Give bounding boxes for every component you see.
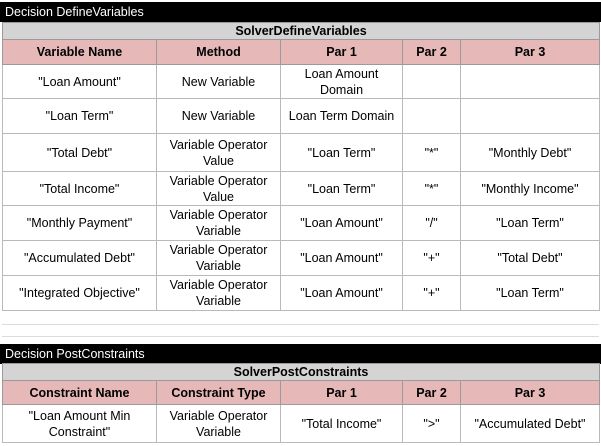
cell[interactable]: "*" (403, 172, 461, 206)
column-header: Constraint Name (3, 381, 157, 405)
cell[interactable]: "+" (403, 276, 461, 311)
cell[interactable]: "Loan Term" (461, 276, 600, 311)
column-header: Par 3 (461, 40, 600, 65)
column-header: Par 2 (403, 40, 461, 65)
table-row (3, 172, 600, 206)
cell[interactable]: "Loan Term" (3, 99, 157, 134)
cell[interactable]: "Loan Amount" (281, 206, 403, 241)
cell[interactable]: Variable Operator Variable (157, 405, 281, 443)
table-row (3, 99, 600, 134)
constraints-section-title: Decision PostConstraints (0, 344, 601, 364)
cell[interactable] (403, 65, 461, 99)
cell[interactable]: "Integrated Objective" (3, 276, 157, 311)
cell[interactable]: Variable Operator Variable (157, 206, 281, 241)
post-constraints-table (2, 363, 600, 443)
column-header: Method (157, 40, 281, 65)
cell[interactable]: "/" (403, 206, 461, 241)
cell[interactable]: "Total Debt" (461, 241, 600, 276)
table-title: SolverDefineVariables (3, 23, 600, 40)
table-row (3, 206, 600, 241)
cell[interactable]: Variable Operator Variable (157, 241, 281, 276)
cell[interactable]: "Loan Term" (461, 206, 600, 241)
table-row (3, 241, 600, 276)
cell[interactable]: "Loan Amount" (281, 241, 403, 276)
cell[interactable]: ">" (403, 405, 461, 443)
cell[interactable]: "Accumulated Debt" (3, 241, 157, 276)
table-row (3, 405, 600, 443)
cell[interactable]: Variable Operator Value (157, 172, 281, 206)
table-title: SolverPostConstraints (3, 364, 600, 381)
cell[interactable]: "Monthly Income" (461, 172, 600, 206)
cell[interactable]: "Total Debt" (3, 134, 157, 172)
cell[interactable]: "Monthly Payment" (3, 206, 157, 241)
column-header: Variable Name (3, 40, 157, 65)
cell[interactable] (461, 99, 600, 134)
column-header: Par 1 (281, 40, 403, 65)
cell[interactable]: "*" (403, 134, 461, 172)
column-header: Par 1 (281, 381, 403, 405)
cell[interactable]: "Total Income" (281, 405, 403, 443)
cell[interactable]: Variable Operator Variable (157, 276, 281, 311)
empty-row-divider (2, 324, 599, 325)
table-row (3, 134, 600, 172)
cell[interactable]: Loan Term Domain (281, 99, 403, 134)
cell[interactable]: "Total Income" (3, 172, 157, 206)
cell[interactable]: "Loan Amount Min Constraint" (3, 405, 157, 443)
cell[interactable]: New Variable (157, 99, 281, 134)
empty-row-divider (2, 336, 599, 337)
cell[interactable]: "Loan Term" (281, 134, 403, 172)
table-row (3, 276, 600, 311)
cell[interactable]: Variable Operator Value (157, 134, 281, 172)
header-row (3, 381, 600, 405)
cell[interactable]: "Loan Term" (281, 172, 403, 206)
cell[interactable]: "Accumulated Debt" (461, 405, 600, 443)
table-row (3, 65, 600, 99)
cell[interactable]: New Variable (157, 65, 281, 99)
column-header: Constraint Type (157, 381, 281, 405)
column-header: Par 2 (403, 381, 461, 405)
define-variables-table (2, 22, 600, 311)
column-header: Par 3 (461, 381, 600, 405)
cell[interactable] (403, 99, 461, 134)
variables-section-title: Decision DefineVariables (0, 2, 601, 22)
cell[interactable]: "+" (403, 241, 461, 276)
cell[interactable]: Loan Amount Domain (281, 65, 403, 99)
cell[interactable]: "Loan Amount" (3, 65, 157, 99)
cell[interactable] (461, 65, 600, 99)
cell[interactable]: "Loan Amount" (281, 276, 403, 311)
cell[interactable]: "Monthly Debt" (461, 134, 600, 172)
header-row (3, 40, 600, 65)
